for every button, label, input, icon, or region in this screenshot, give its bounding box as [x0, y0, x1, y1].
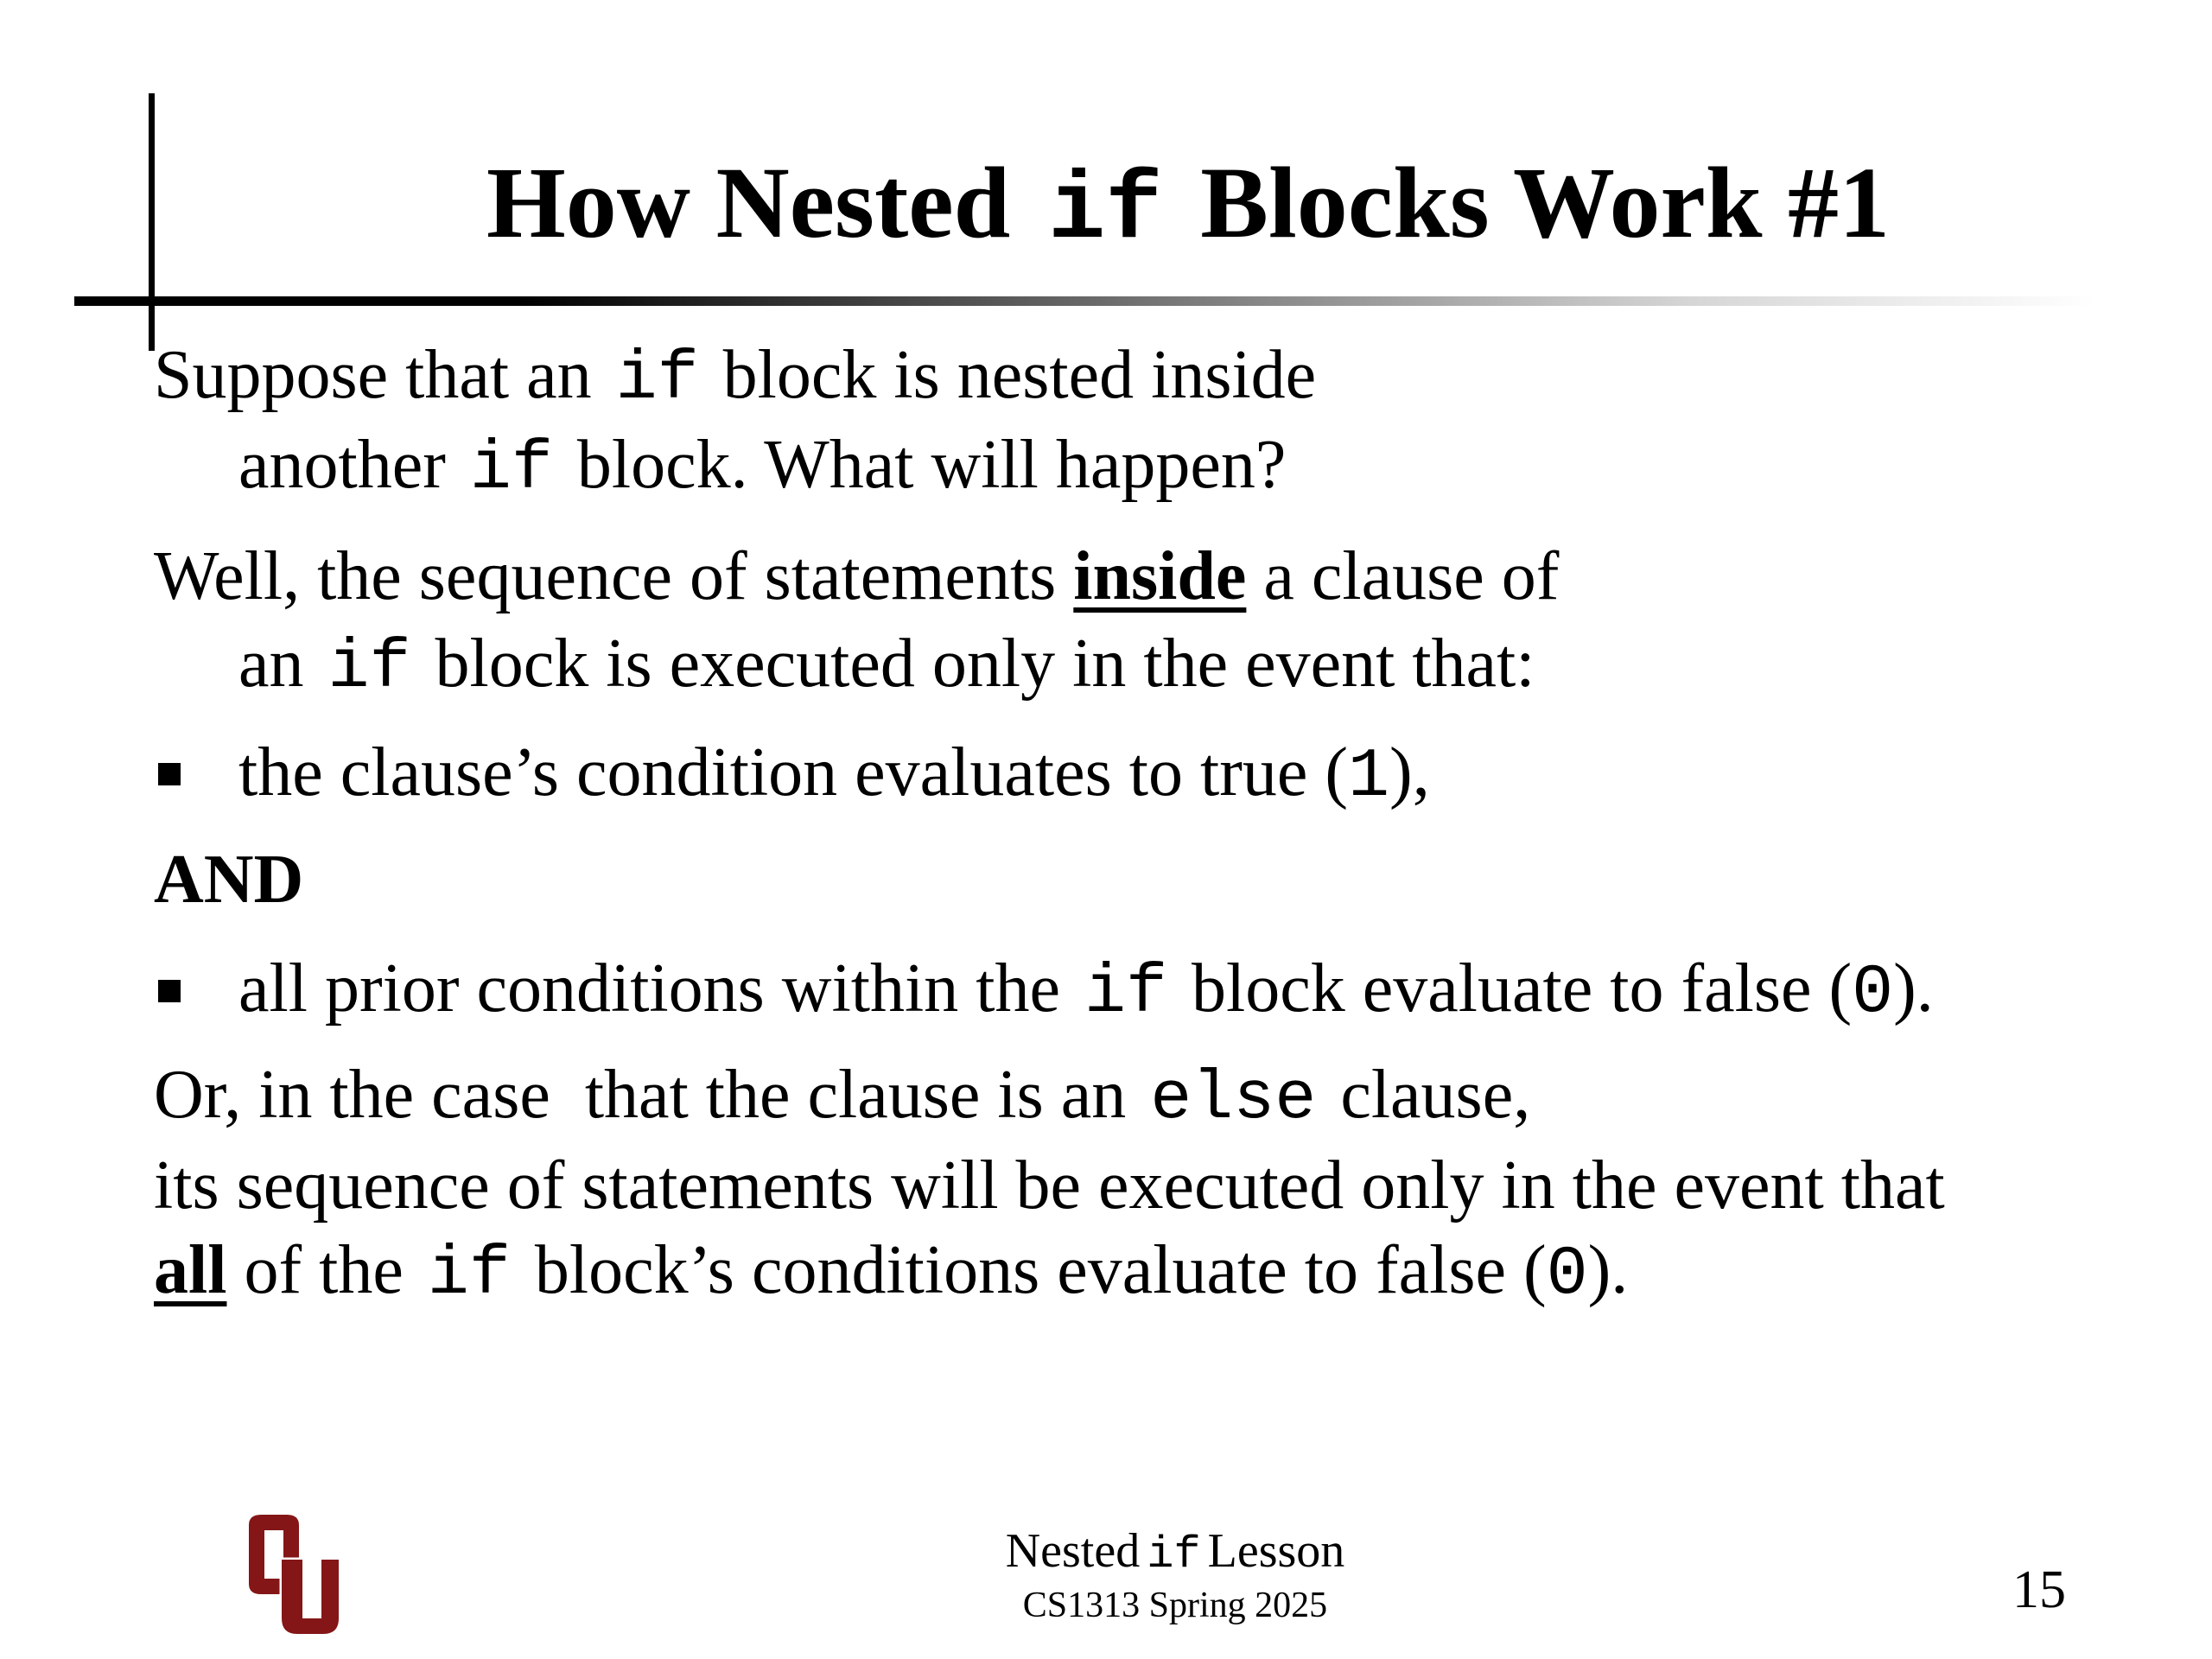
p3-line3-text-b: block’s conditions evaluate to false (	[534, 1232, 1547, 1308]
title-text-after: Blocks Work #1	[1200, 146, 1891, 259]
slide-title	[156, 138, 2212, 277]
p1-line2-text-a: another	[238, 427, 446, 503]
ou-logo-icon	[238, 1508, 342, 1646]
p3-line3-end: ).	[1587, 1232, 1629, 1308]
bullet2-text	[238, 945, 1934, 1037]
p3-line1-text-b: clause,	[1340, 1057, 1531, 1133]
p2-emphasis-inside: inside	[1073, 538, 1247, 614]
title-text-before: How Nested	[486, 146, 1011, 259]
p2-line2-text-a: an	[238, 626, 304, 702]
page-number: 15	[2012, 1560, 2066, 1619]
bullet-square-icon	[158, 763, 181, 785]
footer-course: CS1313 Spring 2025	[1022, 1586, 1328, 1625]
footer-lesson-text-b: Lesson	[1207, 1524, 1345, 1578]
p2-line2	[238, 620, 1535, 712]
p1-line1	[154, 332, 1316, 423]
bullet2-text-b: block evaluate to false (	[1192, 950, 1853, 1027]
bullet-square-icon	[158, 980, 181, 1002]
p1-line2	[238, 422, 1286, 513]
p1-line2-text-b: block. What will happen?	[576, 427, 1287, 503]
p3-line2: its sequence of statements will be executed only in the event that	[154, 1147, 1945, 1224]
title-vertical-rule	[149, 93, 155, 351]
p3-emphasis-all: all	[154, 1232, 227, 1308]
p2-line2-text-b: block is executed only in the event that:	[435, 626, 1535, 702]
p1-line1-text-b: block is nested inside	[722, 337, 1317, 413]
and-label: AND	[154, 842, 304, 918]
p3-line1	[154, 1052, 1530, 1143]
bullet2-code-zero: 0	[1852, 954, 1894, 1033]
p3-line3-code: if	[427, 1236, 511, 1314]
bullet2-end: ).	[1893, 950, 1934, 1027]
p3-line3-code-zero: 0	[1546, 1236, 1588, 1314]
p2-line1-text-b: a clause of	[1263, 538, 1560, 614]
p3-line1-code: else	[1150, 1060, 1317, 1139]
bullet2-code: if	[1084, 954, 1167, 1033]
bullet1-code: 1	[1348, 738, 1390, 817]
footer-lesson-text-a: Nested	[1005, 1524, 1141, 1578]
title-horizontal-rule	[74, 296, 2096, 306]
p3-line1-text-a: Or, in the case that the clause is an	[154, 1057, 1127, 1133]
p1-line2-code: if	[469, 430, 553, 509]
p1-line1-code: if	[615, 340, 699, 419]
bullet2-text-a: all prior conditions within the	[238, 950, 1060, 1027]
bullet1-text-a: the clause’s condition evaluates to true (	[238, 734, 1349, 810]
title-code: if	[1048, 158, 1163, 266]
p2-line1-text-a: Well, the sequence of statements	[154, 538, 1057, 614]
footer-lesson-code: if	[1147, 1529, 1201, 1580]
p1-line1-text-a: Suppose that an	[154, 337, 592, 413]
bullet1-end: ),	[1389, 734, 1430, 810]
bullet1-text	[238, 729, 1430, 821]
p3-line3-text-a: of the	[244, 1232, 404, 1308]
p3-line3	[154, 1227, 1628, 1319]
footer-lesson-title	[864, 1521, 1486, 1586]
p2-line1	[154, 533, 1559, 620]
p2-line2-code: if	[327, 629, 411, 708]
